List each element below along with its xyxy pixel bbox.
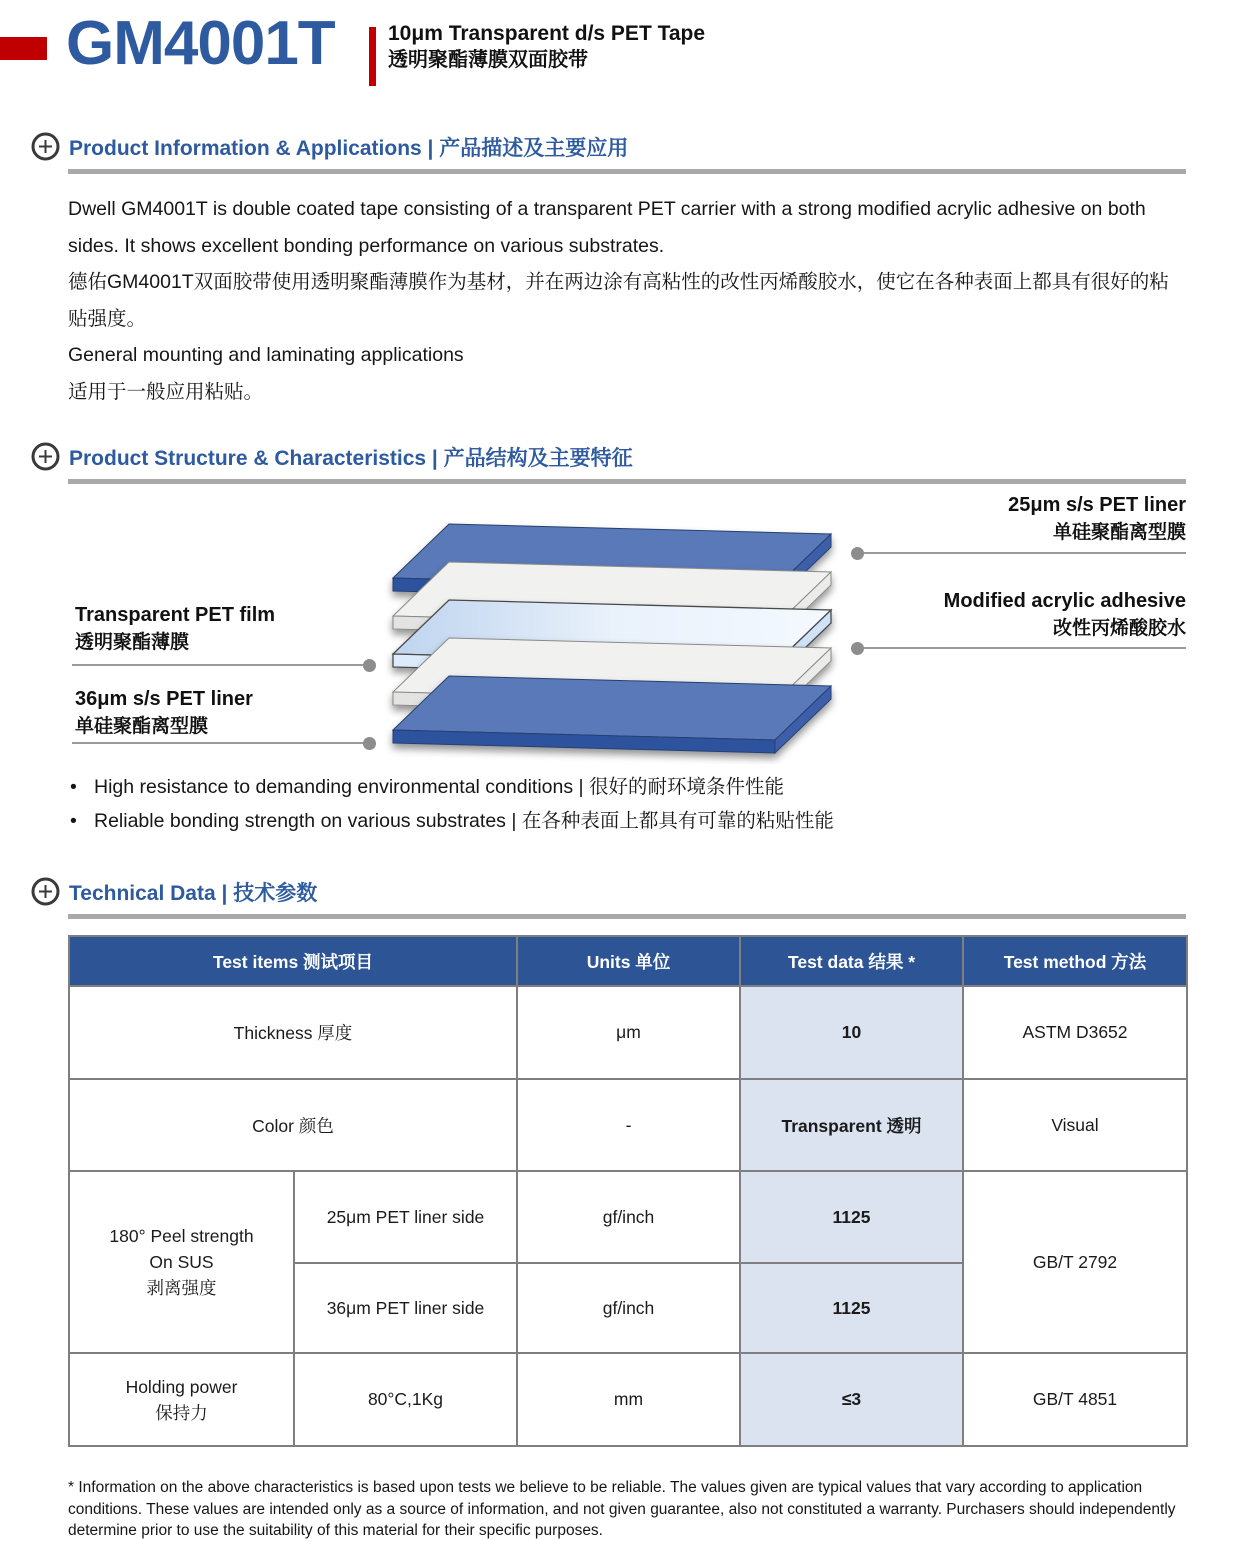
plus-circle-icon [30, 441, 61, 472]
info-paragraph-cn: 德佑GM4001T双面胶带使用透明聚酯薄膜作为基材，并在两边涂有高粘性的改性丙烯酸胶水，使它在各种表面上都具有很好的粘贴强度。 [68, 271, 1169, 330]
cell-color-unit: - [517, 1079, 740, 1171]
section-header-structure [30, 441, 633, 472]
col-header-test-method: Test method 方法 [963, 936, 1187, 986]
col-header-test-data: Test data 结果 * [740, 936, 963, 986]
cell-peel-sub1: 25μm PET liner side [294, 1171, 517, 1263]
section-header-info [30, 131, 628, 162]
cell-thickness-unit: μm [517, 986, 740, 1079]
table-row-peel-25 [69, 1171, 1187, 1263]
label-adhesive-cn: 改性丙烯酸胶水 [1052, 618, 1186, 639]
col-header-units: Units 单位 [517, 936, 740, 986]
label-bottom-liner-en: 36μm s/s PET liner [75, 688, 253, 710]
product-subtitle-en: 10μm Transparent d/s PET Tape [388, 22, 706, 45]
cell-holding-method: GB/T 4851 [963, 1353, 1187, 1446]
info-applications-en: General mounting and laminating applications [68, 344, 464, 366]
section-heading-structure: Product Structure & Characteristics | 产品结构及主要特征 [69, 446, 633, 470]
connector-top-liner [855, 552, 1186, 554]
connector-dot [851, 642, 864, 655]
info-applications-cn: 适用于一般应用粘贴。 [68, 380, 264, 403]
connector-dot [363, 737, 376, 750]
bullet-icon: • [70, 810, 77, 832]
holding-item-line2: 保持力 [155, 1402, 208, 1423]
technical-data-table [68, 935, 1188, 1447]
table-row-thickness [69, 986, 1187, 1079]
layer-bottom-liner [393, 676, 831, 753]
feature-bullet-1 [70, 770, 1170, 804]
cell-peel-value1: 1125 [740, 1171, 963, 1263]
connector-pet-film [72, 664, 372, 666]
label-bottom-liner-cn: 单硅聚酯离型膜 [75, 716, 209, 737]
cell-color-value: Transparent 透明 [740, 1079, 963, 1171]
bullet-icon: • [70, 776, 77, 798]
section-header-technical [30, 876, 317, 907]
header-red-divider [369, 27, 376, 86]
label-pet-film-en: Transparent PET film [75, 604, 276, 626]
label-adhesive [944, 588, 1186, 642]
cell-color-item: Color 颜色 [69, 1079, 517, 1171]
connector-dot [851, 547, 864, 560]
section-rule [68, 479, 1186, 484]
tape-layer-diagram [383, 516, 853, 764]
label-pet-film-cn: 透明聚酯薄膜 [75, 632, 190, 653]
section-heading-info: Product Information & Applications | 产品描述及主要应用 [69, 136, 629, 160]
peel-item-line1: 180° Peel strength [109, 1226, 254, 1246]
cell-peel-unit2: gf/inch [517, 1263, 740, 1353]
info-body [68, 191, 1186, 410]
feature-bullet-2 [70, 804, 1170, 838]
label-pet-film [75, 602, 275, 656]
cell-peel-method: GB/T 2792 [963, 1171, 1187, 1353]
plus-circle-icon [30, 131, 61, 162]
header-titles [388, 21, 705, 73]
brand-red-dash [0, 37, 47, 60]
cell-thickness-method: ASTM D3652 [963, 986, 1187, 1079]
cell-peel-value2: 1125 [740, 1263, 963, 1353]
col-header-test-items: Test items 测试项目 [69, 936, 517, 986]
label-top-liner [1008, 492, 1186, 546]
section-heading-technical: Technical Data | 技术参数 [69, 881, 318, 905]
cell-holding-item [69, 1353, 294, 1446]
cell-thickness-value: 10 [740, 986, 963, 1079]
connector-dot [363, 659, 376, 672]
feature-bullet-2-text: Reliable bonding strength on various substrates | 在各种表面上都具有可靠的粘贴性能 [94, 810, 834, 832]
connector-bottom-liner [72, 742, 372, 744]
label-top-liner-en: 25μm s/s PET liner [1008, 494, 1186, 516]
holding-item-line1: Holding power [125, 1376, 238, 1397]
cell-thickness-item: Thickness 厚度 [69, 986, 517, 1079]
product-subtitle-cn: 透明聚酯薄膜双面胶带 [388, 49, 588, 71]
table-row-holding [69, 1353, 1187, 1446]
cell-holding-sub: 80°C,1Kg [294, 1353, 517, 1446]
table-footnote: * Information on the above characteristics is based upon tests we believe to be reliable. The values given are typical values that vary according to application conditions. These values are intended only as a source of information, and not given guarantee, also not constituted a warranty. Purchasers should independently determine prior to use the suitability of this material for their specific purposes. [68, 1479, 1176, 1539]
feature-bullets [70, 770, 1170, 838]
plus-circle-icon [30, 876, 61, 907]
section-rule [68, 914, 1186, 919]
cell-peel-unit1: gf/inch [517, 1171, 740, 1263]
cell-peel-item [69, 1171, 294, 1353]
cell-peel-sub2: 36μm PET liner side [294, 1263, 517, 1353]
section-rule [68, 169, 1186, 174]
peel-item-line2: On SUS [149, 1252, 214, 1272]
table-header-row [69, 936, 1187, 986]
connector-adhesive [855, 647, 1186, 649]
cell-holding-value: ≤3 [740, 1353, 963, 1446]
label-bottom-liner [75, 686, 253, 740]
feature-bullet-1-text: High resistance to demanding environmental conditions | 很好的耐环境条件性能 [94, 776, 785, 798]
cell-color-method: Visual [963, 1079, 1187, 1171]
label-adhesive-en: Modified acrylic adhesive [943, 590, 1186, 612]
info-paragraph-en: Dwell GM4001T is double coated tape consisting of a transparent PET carrier with a strong modified acrylic adhesive on both sides. It shows excellent bonding performance on various substrates. [68, 198, 1146, 257]
peel-item-line3: 剥离强度 [146, 1278, 217, 1298]
table-row-color [69, 1079, 1187, 1171]
label-top-liner-cn: 单硅聚酯离型膜 [1052, 522, 1186, 543]
cell-holding-unit: mm [517, 1353, 740, 1446]
product-code: GM4001T [66, 9, 335, 78]
